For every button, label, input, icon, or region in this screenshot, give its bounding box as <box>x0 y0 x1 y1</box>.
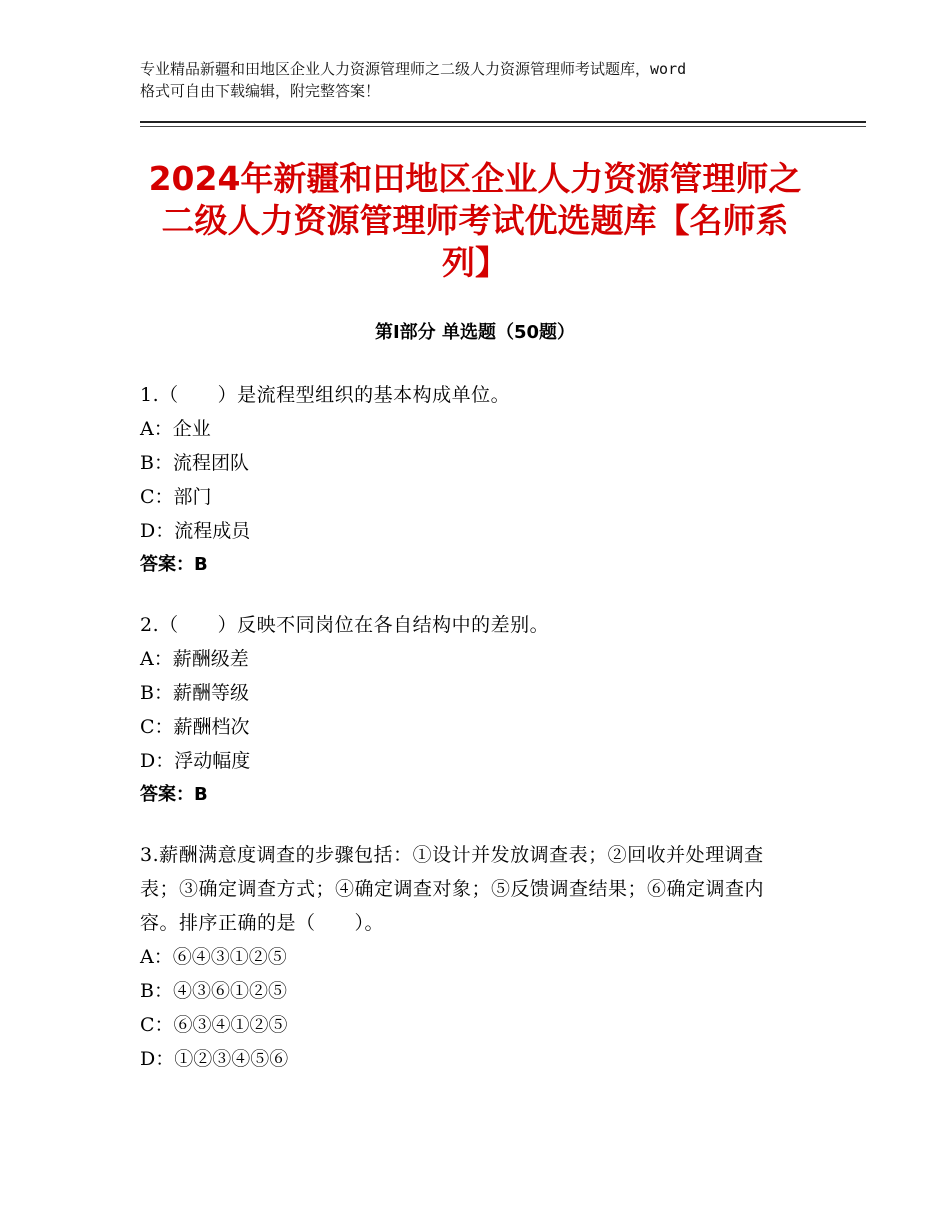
option-d: D：流程成员 <box>140 520 251 542</box>
header-note-line-2: 格式可自由下载编辑，附完整答案！ <box>140 82 381 100</box>
option-a: A：⑥④③①②⑤ <box>140 946 287 968</box>
question-stem: 1.（ ）是流程型组织的基本构成单位。 <box>140 384 511 406</box>
header-divider-thin <box>140 126 866 127</box>
option-d: D：浮动幅度 <box>140 750 251 772</box>
header-note-line-1: 专业精品新疆和田地区企业人力资源管理师之二级人力资源管理师考试题库，word <box>140 60 687 78</box>
question-3 <box>140 838 800 1076</box>
answer: 答案：B <box>140 554 208 575</box>
option-a: A：薪酬级差 <box>140 648 249 670</box>
option-b: B：流程团队 <box>140 452 249 474</box>
title-line-1: 2024年新疆和田地区企业人力资源管理师之 <box>148 159 802 198</box>
question-stem: 3.薪酬满意度调查的步骤包括：①设计并发放调查表；②回收并处理调查表；③确定调查方式；④确定调查对象；⑤反馈调查结果；⑥确定调查内容。排序正确的是（ ）。 <box>140 844 765 934</box>
question-list <box>140 378 800 1102</box>
section-title: 第Ⅰ部分 单选题（50题） <box>374 322 575 343</box>
answer: 答案：B <box>140 784 208 805</box>
question-stem: 2.（ ）反映不同岗位在各自结构中的差别。 <box>140 614 550 636</box>
title-line-2: 二级人力资源管理师考试优选题库【名师系 <box>161 201 789 240</box>
option-a: A：企业 <box>140 418 211 440</box>
option-b: B：④③⑥①②⑤ <box>140 980 287 1002</box>
option-d: D：①②③④⑤⑥ <box>140 1048 289 1070</box>
title-line-3: 列】 <box>442 243 508 282</box>
question-1 <box>140 378 800 582</box>
option-b: B：薪酬等级 <box>140 682 249 704</box>
document-title <box>140 158 810 284</box>
header-note <box>140 58 830 102</box>
question-2 <box>140 608 800 812</box>
option-c: C：⑥③④①②⑤ <box>140 1014 288 1036</box>
header-divider-thick <box>140 121 866 123</box>
option-c: C：部门 <box>140 486 212 508</box>
option-c: C：薪酬档次 <box>140 716 250 738</box>
